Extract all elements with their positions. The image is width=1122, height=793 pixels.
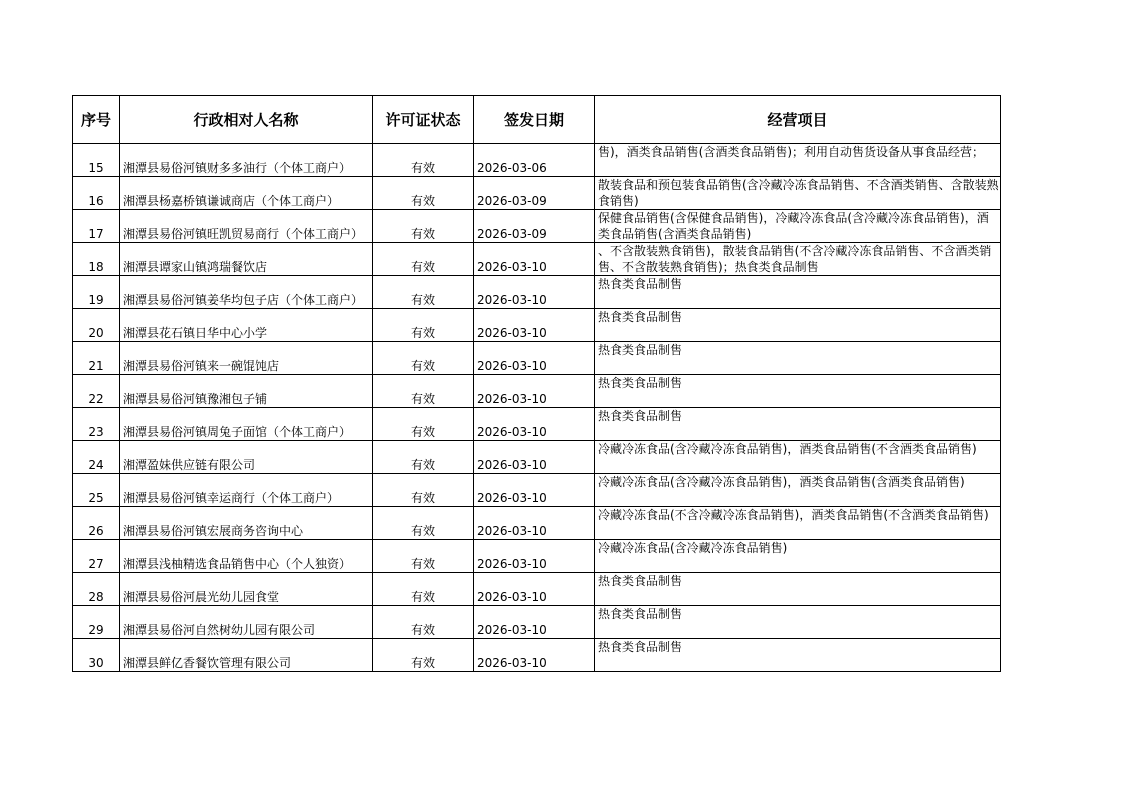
table-row — [73, 177, 1001, 210]
table-row — [73, 408, 1001, 441]
row-status — [373, 243, 474, 276]
table-row — [73, 507, 1001, 540]
header-scope: 经营项目 — [595, 96, 1001, 144]
row-index — [73, 375, 120, 408]
row-index — [73, 243, 120, 276]
row-name — [120, 408, 373, 441]
row-date-text: 2026-03-10 — [477, 425, 547, 439]
row-scope — [595, 342, 1001, 375]
header-name: 行政相对人名称 — [120, 96, 373, 144]
row-status — [373, 276, 474, 309]
row-index — [73, 540, 120, 573]
row-scope-text: 售)，酒类食品销售(含酒类食品销售)；利用自动售货设备从事食品经营； — [598, 145, 985, 159]
table-row — [73, 474, 1001, 507]
table-row — [73, 276, 1001, 309]
row-name-text: 湘潭县易俗河镇幸运商行（个体工商户） — [123, 491, 340, 505]
row-name — [120, 573, 373, 606]
table-row — [73, 342, 1001, 375]
row-name-text: 湘潭县花石镇日华中心小学 — [123, 326, 268, 340]
row-scope-text: 热食类食品制售 — [598, 409, 683, 423]
row-scope — [595, 408, 1001, 441]
row-date-text: 2026-03-10 — [477, 557, 547, 571]
table-row — [73, 375, 1001, 408]
row-scope — [595, 177, 1001, 210]
row-name — [120, 309, 373, 342]
row-status — [373, 639, 474, 672]
table-header-row — [73, 96, 1001, 144]
row-index — [73, 309, 120, 342]
table-body — [73, 144, 1001, 672]
row-scope-text: 冷藏冷冻食品(含冷藏冷冻食品销售) — [598, 541, 788, 555]
row-index-text: 15 — [88, 161, 104, 175]
row-scope-text: 冷藏冷冻食品(不含冷藏冷冻食品销售)，酒类食品销售(不含酒类食品销售) — [598, 508, 989, 522]
row-name-text: 湘潭县易俗河晨光幼儿园食堂 — [123, 590, 280, 604]
row-name — [120, 210, 373, 243]
row-date — [474, 276, 595, 309]
row-status-text: 有效 — [410, 392, 435, 406]
row-date-text: 2026-03-10 — [477, 359, 547, 373]
row-scope-text: 冷藏冷冻食品(含冷藏冷冻食品销售)，酒类食品销售(不含酒类食品销售) — [598, 442, 977, 456]
row-status-text: 有效 — [410, 227, 435, 241]
row-name — [120, 276, 373, 309]
row-index — [73, 177, 120, 210]
row-name — [120, 540, 373, 573]
row-date — [474, 408, 595, 441]
row-status — [373, 573, 474, 606]
row-status — [373, 309, 474, 342]
row-index-text: 24 — [88, 458, 104, 472]
row-status — [373, 177, 474, 210]
row-status-text: 有效 — [410, 425, 435, 439]
row-name — [120, 441, 373, 474]
table-row — [73, 309, 1001, 342]
row-status-text: 有效 — [410, 293, 435, 307]
license-table — [72, 95, 1001, 672]
row-index — [73, 276, 120, 309]
row-scope — [595, 243, 1001, 276]
row-index — [73, 408, 120, 441]
row-scope-text: 热食类食品制售 — [598, 607, 683, 621]
row-date — [474, 342, 595, 375]
row-status — [373, 474, 474, 507]
row-status-text: 有效 — [410, 458, 435, 472]
table-row — [73, 540, 1001, 573]
row-name — [120, 375, 373, 408]
row-index — [73, 441, 120, 474]
row-name-text: 湘潭县易俗河自然树幼儿园有限公司 — [123, 623, 316, 637]
row-name-text: 湘潭县易俗河镇姜华均包子店（个体工商户） — [123, 293, 364, 307]
row-name-text: 湘潭县谭家山镇鸿瑞餐饮店 — [123, 260, 268, 274]
row-scope-text: 热食类食品制售 — [598, 310, 683, 324]
row-name — [120, 507, 373, 540]
row-index-text: 30 — [88, 656, 104, 670]
row-date-text: 2026-03-10 — [477, 392, 547, 406]
row-date — [474, 540, 595, 573]
row-name — [120, 639, 373, 672]
row-status — [373, 540, 474, 573]
row-scope-text: 散装食品和预包装食品销售(含冷藏冷冻食品销售、不含酒类销售、含散装熟食销售) — [598, 178, 999, 208]
row-index-text: 27 — [88, 557, 104, 571]
row-index-text: 18 — [88, 260, 104, 274]
row-date-text: 2026-03-10 — [477, 656, 547, 670]
row-index-text: 25 — [88, 491, 104, 505]
row-index — [73, 144, 120, 177]
row-status — [373, 210, 474, 243]
row-date-text: 2026-03-10 — [477, 260, 547, 274]
row-name — [120, 144, 373, 177]
row-scope — [595, 375, 1001, 408]
row-date — [474, 474, 595, 507]
row-status-text: 有效 — [410, 590, 435, 604]
row-scope — [595, 639, 1001, 672]
row-name-text: 湘潭县易俗河镇豫湘包子铺 — [123, 392, 268, 406]
row-date — [474, 606, 595, 639]
row-date-text: 2026-03-06 — [477, 161, 547, 175]
table-row — [73, 606, 1001, 639]
row-name — [120, 243, 373, 276]
row-scope — [595, 507, 1001, 540]
row-date-text: 2026-03-10 — [477, 590, 547, 604]
row-date-text: 2026-03-10 — [477, 293, 547, 307]
row-status — [373, 144, 474, 177]
row-index — [73, 639, 120, 672]
row-date-text: 2026-03-09 — [477, 227, 547, 241]
row-index-text: 20 — [88, 326, 104, 340]
row-date — [474, 309, 595, 342]
row-status-text: 有效 — [410, 194, 435, 208]
row-date — [474, 639, 595, 672]
row-index-text: 19 — [88, 293, 104, 307]
row-status — [373, 375, 474, 408]
row-index-text: 16 — [88, 194, 104, 208]
row-scope — [595, 309, 1001, 342]
row-date — [474, 507, 595, 540]
table-row — [73, 210, 1001, 243]
row-date-text: 2026-03-10 — [477, 524, 547, 538]
row-date — [474, 573, 595, 606]
header-index: 序号 — [73, 96, 120, 144]
row-scope — [595, 573, 1001, 606]
row-status-text: 有效 — [410, 491, 435, 505]
header-status: 许可证状态 — [373, 96, 474, 144]
row-date — [474, 243, 595, 276]
row-status-text: 有效 — [410, 161, 435, 175]
table-row — [73, 144, 1001, 177]
row-name-text: 湘潭县易俗河镇周兔子面馆（个体工商户） — [123, 425, 352, 439]
row-index-text: 22 — [88, 392, 104, 406]
row-name-text: 湘潭县易俗河镇旺凯贸易商行（个体工商户） — [123, 227, 364, 241]
table-row — [73, 441, 1001, 474]
row-index-text: 23 — [88, 425, 104, 439]
row-status-text: 有效 — [410, 260, 435, 274]
row-status — [373, 507, 474, 540]
header-date: 签发日期 — [474, 96, 595, 144]
row-status — [373, 441, 474, 474]
row-date — [474, 375, 595, 408]
row-name-text: 湘潭县易俗河镇宏展商务咨询中心 — [123, 524, 304, 538]
row-index — [73, 342, 120, 375]
table-row — [73, 243, 1001, 276]
row-index-text: 28 — [88, 590, 104, 604]
row-status-text: 有效 — [410, 623, 435, 637]
table-row — [73, 639, 1001, 672]
row-name-text: 湘潭盈妹供应链有限公司 — [123, 458, 256, 472]
row-status-text: 有效 — [410, 326, 435, 340]
row-date-text: 2026-03-10 — [477, 491, 547, 505]
row-name-text: 湘潭县浅柚精选食品销售中心（个人独资） — [123, 557, 352, 571]
row-date-text: 2026-03-10 — [477, 458, 547, 472]
row-scope — [595, 540, 1001, 573]
row-date — [474, 441, 595, 474]
row-index-text: 29 — [88, 623, 104, 637]
row-name — [120, 606, 373, 639]
row-index — [73, 606, 120, 639]
row-date-text: 2026-03-10 — [477, 326, 547, 340]
row-status-text: 有效 — [410, 656, 435, 670]
row-status — [373, 408, 474, 441]
row-scope-text: 热食类食品制售 — [598, 376, 683, 390]
row-name — [120, 342, 373, 375]
row-status-text: 有效 — [410, 524, 435, 538]
row-date-text: 2026-03-09 — [477, 194, 547, 208]
row-name — [120, 177, 373, 210]
row-status-text: 有效 — [410, 557, 435, 571]
row-scope-text: 热食类食品制售 — [598, 640, 683, 654]
row-index — [73, 507, 120, 540]
row-date-text: 2026-03-10 — [477, 623, 547, 637]
row-index-text: 21 — [88, 359, 104, 373]
row-index — [73, 474, 120, 507]
row-name — [120, 474, 373, 507]
row-scope-text: 热食类食品制售 — [598, 343, 683, 357]
row-scope — [595, 210, 1001, 243]
row-name-text: 湘潭县杨嘉桥镇谦诚商店（个体工商户） — [123, 194, 340, 208]
row-scope — [595, 144, 1001, 177]
row-scope-text: 冷藏冷冻食品(含冷藏冷冻食品销售)，酒类食品销售(含酒类食品销售) — [598, 475, 965, 489]
row-scope-text: 保健食品销售(含保健食品销售)，冷藏冷冻食品(含冷藏冷冻食品销售)，酒类食品销售(含酒类食品销售) — [598, 211, 989, 241]
row-date — [474, 210, 595, 243]
table-row — [73, 573, 1001, 606]
row-name-text: 湘潭县鲜亿香餐饮管理有限公司 — [123, 656, 292, 670]
row-scope — [595, 276, 1001, 309]
row-status — [373, 606, 474, 639]
row-index-text: 26 — [88, 524, 104, 538]
row-index — [73, 210, 120, 243]
row-status — [373, 342, 474, 375]
row-name-text: 湘潭县易俗河镇来一碗馄饨店 — [123, 359, 280, 373]
row-scope-text: 热食类食品制售 — [598, 277, 683, 291]
row-scope — [595, 474, 1001, 507]
row-scope — [595, 606, 1001, 639]
row-index — [73, 573, 120, 606]
row-date — [474, 177, 595, 210]
row-status-text: 有效 — [410, 359, 435, 373]
row-scope-text: 热食类食品制售 — [598, 574, 683, 588]
row-date — [474, 144, 595, 177]
row-name-text: 湘潭县易俗河镇财多多油行（个体工商户） — [123, 161, 352, 175]
row-scope-text: 、不含散装熟食销售)，散装食品销售(不含冷藏冷冻食品销售、不含酒类销售、不含散装熟食销售)；热食类食品制售 — [598, 244, 992, 274]
row-scope — [595, 441, 1001, 474]
row-index-text: 17 — [88, 227, 104, 241]
